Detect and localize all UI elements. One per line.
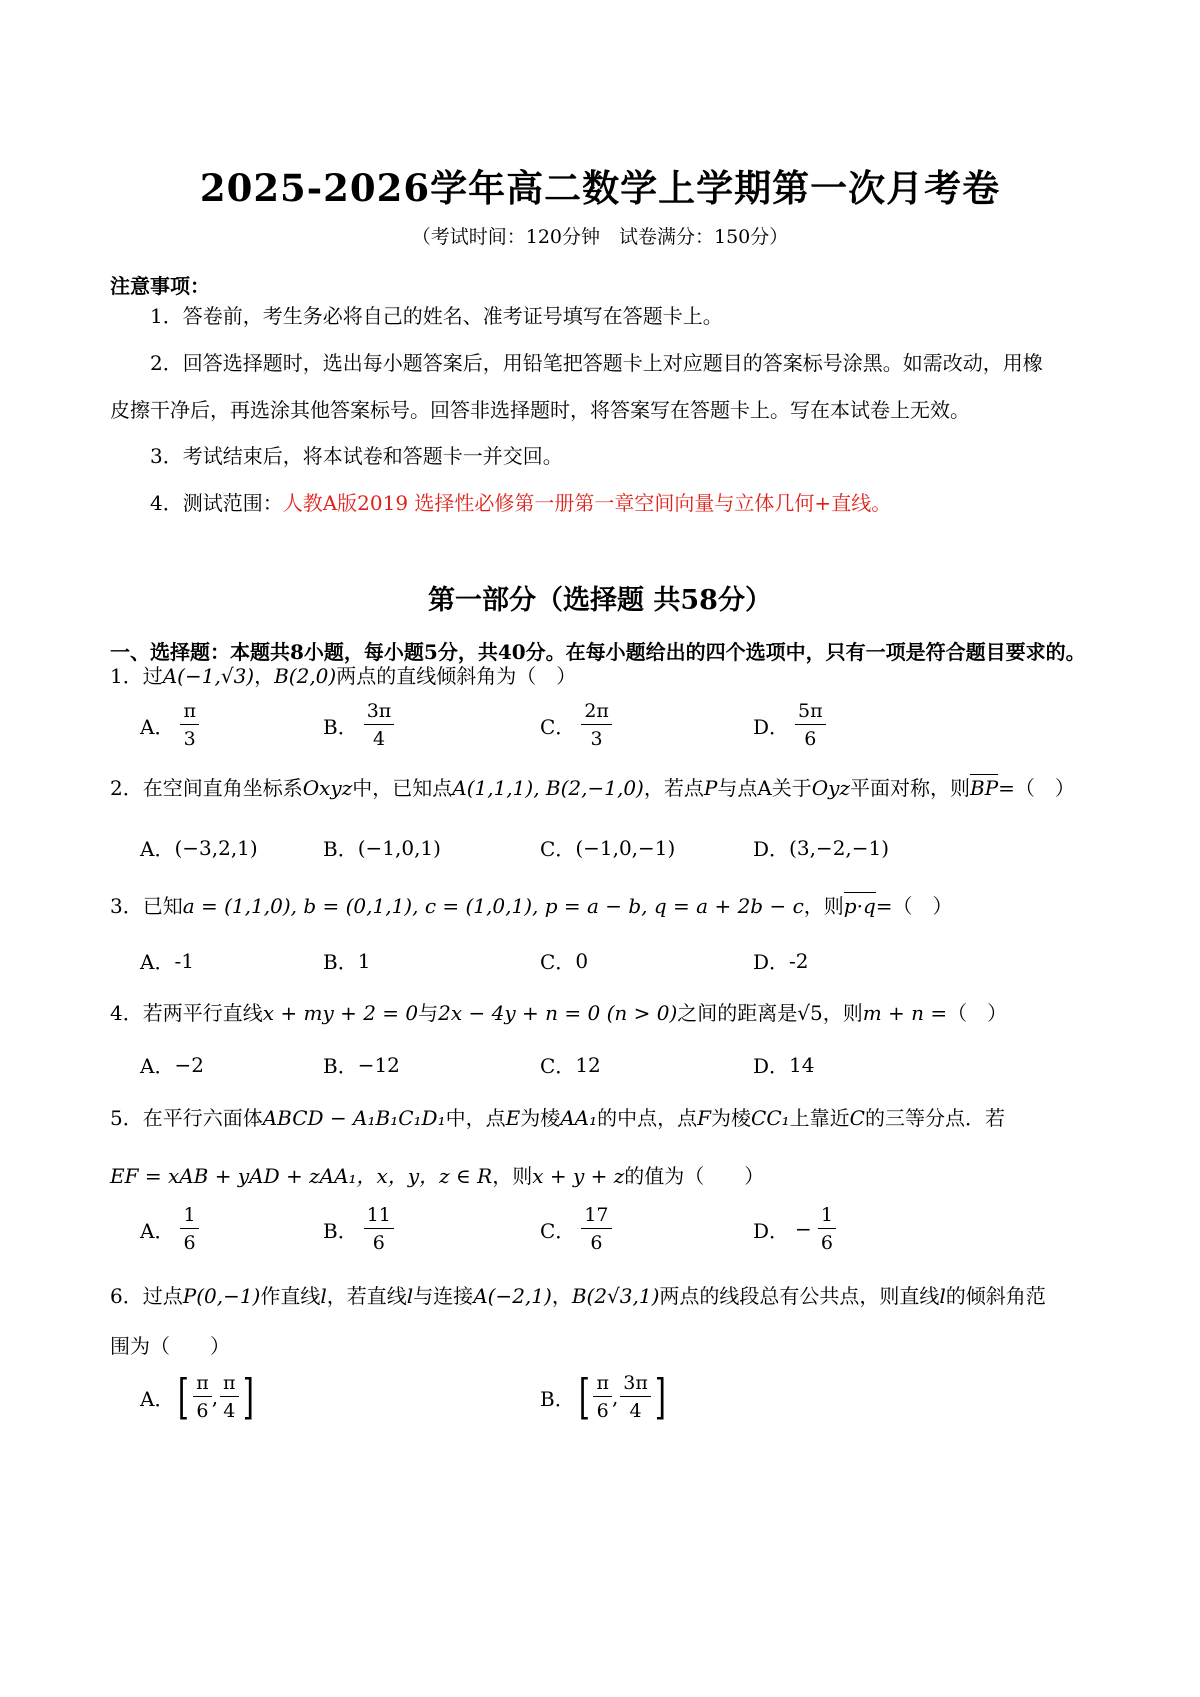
- notice-heading: 注意事项：: [110, 274, 210, 298]
- q2-option-c[interactable]: C． (−1,0,−1): [540, 835, 676, 861]
- note-2-cont: 皮擦干净后，再选涂其他答案标号。回答非选择题时，将答案写在答题卡上。写在本试卷上无效。: [110, 398, 970, 422]
- q5-option-a[interactable]: A． $\frac{1}{6}$: [140, 1204, 199, 1254]
- q3-option-b[interactable]: B． 1: [323, 948, 371, 974]
- page-title: 2025-2026学年高二数学上学期第一次月考卷: [199, 166, 1001, 210]
- q1-option-a[interactable]: A． $\frac{\pi}{3}$: [140, 700, 199, 750]
- q4-option-c[interactable]: C． 12: [540, 1052, 601, 1078]
- vector-definitions: a = (1,1,0), b = (0,1,1), c = (1,0,1), p = a − b, q = a + 2b − c: [182, 894, 804, 918]
- q4-option-a[interactable]: A． −2: [140, 1052, 204, 1078]
- question-2: 2．在空间直角坐标系Oxyz中，已知点A(1,1,1), B(2,−1,0)，若点P与点A关于Oyz平面对称，则BP=（ ）: [110, 776, 1075, 800]
- q6-option-a[interactable]: A． [ $\frac{\pi}{6}$ , $\frac{\pi}{4}$ ]: [140, 1369, 254, 1425]
- note-1: 1．答卷前，考生务必将自己的姓名、准考证号填写在答题卡上。: [150, 304, 723, 328]
- note-3: 3．考试结束后，将本试卷和答题卡一并交回。: [150, 444, 563, 468]
- question-3: 3．已知a = (1,1,0), b = (0,1,1), c = (1,0,1), p = a − b, q = a + 2b − c，则p·q=（ ）: [110, 894, 953, 918]
- q1-option-b[interactable]: B． $\frac{3\pi}{4}$: [323, 700, 394, 750]
- test-scope: 人教A版2019 选择性必修第一册第一章空间向量与立体几何+直线。: [282, 491, 892, 515]
- question-5: 5．在平行六面体ABCD − A₁B₁C₁D₁中，点E为棱AA₁的中点，点F为棱CC₁上靠近C的三等分点．若: [110, 1106, 1005, 1130]
- section-text: 一、选择题：本题共8小题，每小题5分，共40分。在每小题给出的四个选项中，只有一项是符合题目要求的。: [110, 640, 1086, 664]
- part-one-title: 第一部分（选择题 共58分）: [428, 585, 772, 616]
- q3-option-c[interactable]: C． 0: [540, 948, 589, 974]
- note-2: 2．回答选择题时，选出每小题答案后，用铅笔把答题卡上对应题目的答案标号涂黑。如需改动，用橡: [150, 351, 1043, 375]
- dot-product: p·q: [843, 894, 876, 918]
- q1-option-c[interactable]: C． $\frac{2\pi}{3}$: [540, 700, 612, 750]
- q1-option-d[interactable]: D． $\frac{5\pi}{6}$: [753, 700, 826, 750]
- note-4-label: 4．测试范围：: [150, 491, 283, 515]
- q4-option-b[interactable]: B． −12: [323, 1052, 400, 1078]
- q5-option-c[interactable]: C． $\frac{17}{6}$: [540, 1204, 612, 1254]
- q2-option-d[interactable]: D． (3,−2,−1): [753, 835, 890, 861]
- exam-info: （考试时间：120分钟 试卷满分：150分）: [411, 226, 789, 248]
- q3-option-d[interactable]: D． -2: [753, 948, 809, 974]
- question-6-cont: 围为（ ）: [110, 1334, 230, 1358]
- question-5-cont: EF = xAB + yAD + zAA₁，x，y，z ∈ R，则x + y + z的值为（ ）: [110, 1164, 765, 1188]
- question-4: 4．若两平行直线x + my + 2 = 0与2x − 4y + n = 0 (n > 0)之间的距离是√5，则m + n =（ ）: [110, 1001, 1008, 1025]
- q2-option-a[interactable]: A． (−3,2,1): [140, 835, 258, 861]
- q5-option-b[interactable]: B． $\frac{11}{6}$: [323, 1204, 394, 1254]
- q2-option-b[interactable]: B． (−1,0,1): [323, 835, 441, 861]
- q6-option-b[interactable]: B． [ $\frac{\pi}{6}$ , $\frac{3\pi}{4}$ ]: [540, 1369, 666, 1425]
- q5-option-d[interactable]: D． − $\frac{1}{6}$: [753, 1204, 836, 1254]
- vector-equation: EF = xAB + yAD + zAA₁，x，y，z ∈ R: [110, 1164, 493, 1188]
- point-b: B(2,0): [274, 664, 337, 688]
- q3-option-a[interactable]: A． -1: [140, 948, 194, 974]
- q4-option-d[interactable]: D． 14: [753, 1052, 815, 1078]
- question-6: 6．过点P(0,−1)作直线l，若直线l与连接A(−2,1)，B(2√3,1)两点的线段总有公共点，则直线l的倾斜角范: [110, 1284, 1046, 1308]
- question-1: 1．过A(−1,√3)，B(2,0)两点的直线倾斜角为（ ）: [110, 664, 577, 688]
- point-a: A(−1,√3): [162, 664, 255, 688]
- vector-bp: BP: [970, 776, 999, 800]
- note-4: [150, 487, 891, 516]
